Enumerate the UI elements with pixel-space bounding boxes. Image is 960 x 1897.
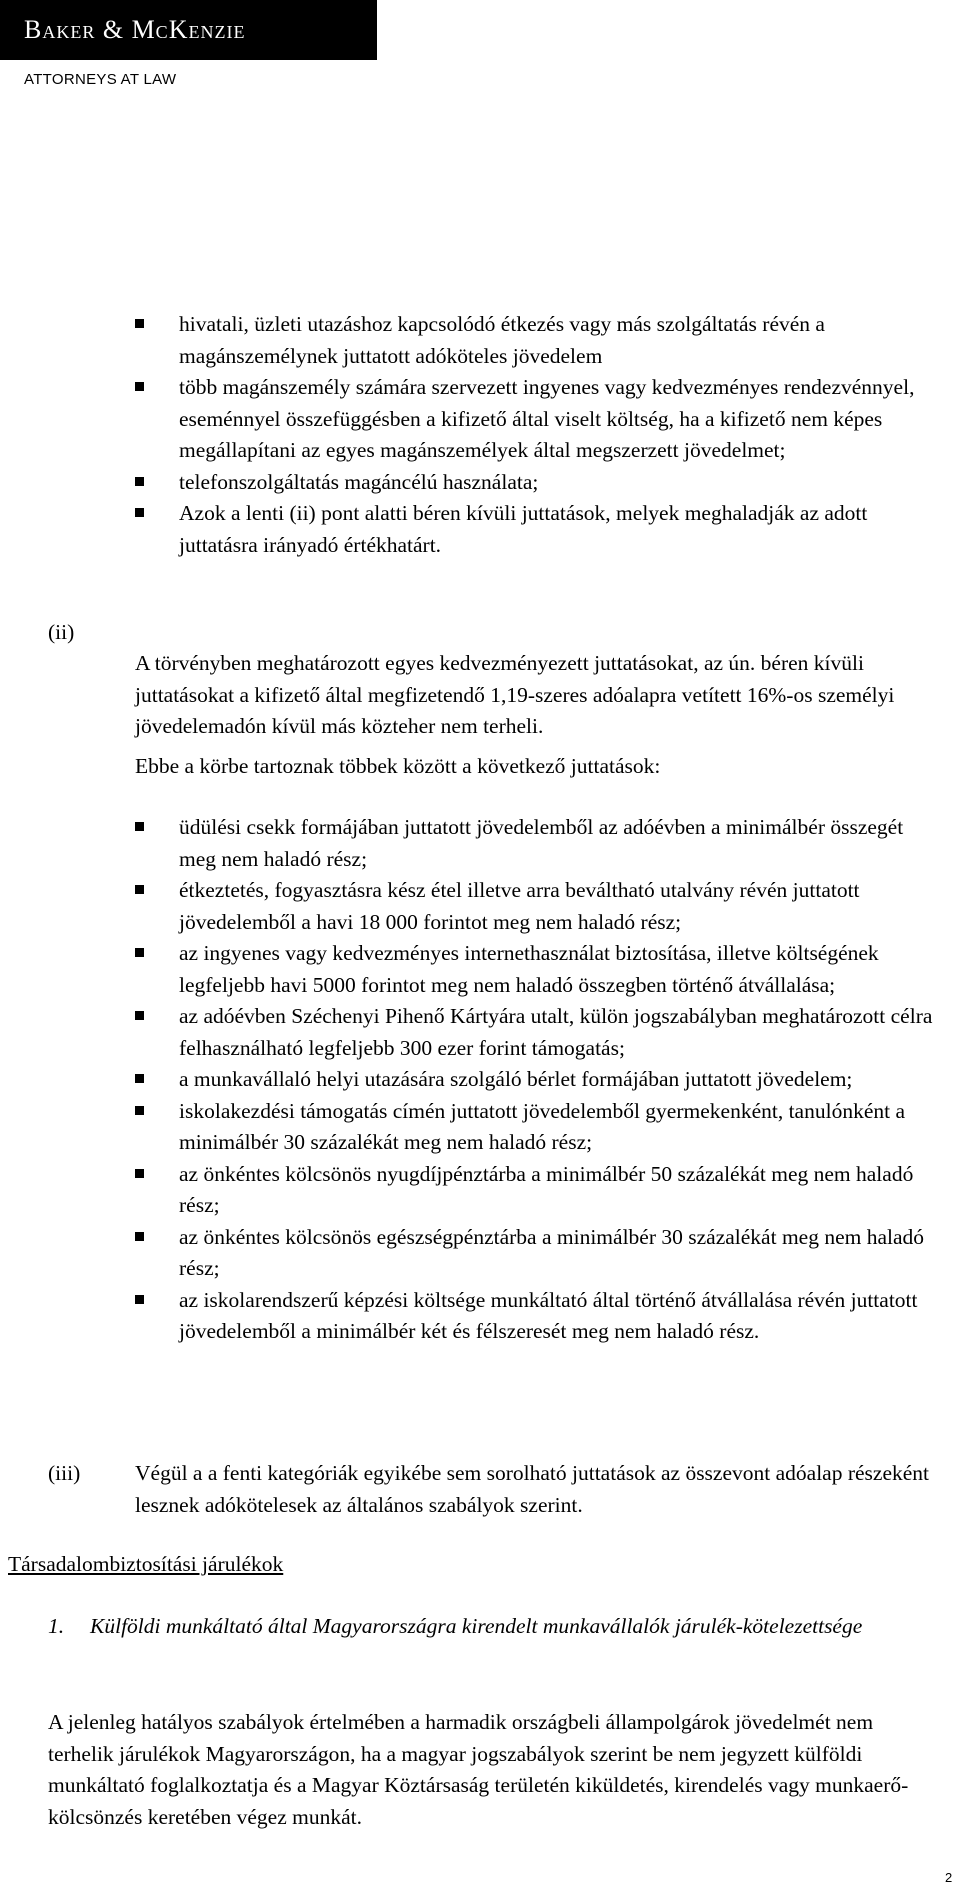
list-item: üdülési csekk formájában juttatott jövedelemből az adóévben a minimálbér összegét meg nem haladó rész;: [135, 812, 935, 875]
square-bullet-icon: [135, 1295, 144, 1304]
list-item: a munkavállaló helyi utazására szolgáló bérlet formájában juttatott jövedelem;: [135, 1064, 935, 1096]
subsection-number: 1.: [48, 1614, 65, 1638]
list-item: hivatali, üzleti utazáshoz kapcsolódó étkezés vagy más szolgáltatás révén a magánszemélynek juttatott adóköteles jövedelem: [135, 309, 935, 372]
section-heading: Társadalombiztosítási járulékok: [8, 1552, 284, 1576]
square-bullet-icon: [135, 948, 144, 957]
item-ii-text: A törvényben meghatározott egyes kedvezményezett juttatásokat, az ún. béren kívüli juttatásokat a kifizető által megfizetendő 1,19-szeres adóalapra vetített 16%-os személyi jövedelemadón kívül más közteher nem terheli.: [135, 651, 895, 738]
list-item: az önkéntes kölcsönös egészségpénztárba a minimálbér 30 százalékát meg nem haladó rész;: [135, 1222, 935, 1285]
bullet-list-benefits: [135, 812, 935, 1348]
list-item: az önkéntes kölcsönös nyugdíjpénztárba a minimálbér 50 százalékát meg nem haladó rész;: [135, 1159, 935, 1222]
list-item: étkeztetés, fogyasztásra kész étel illetve arra beváltható utalvány révén juttatott jövedelemből a havi 18 000 forintot meg nem haladó rész;: [135, 875, 935, 938]
list-item: Azok a lenti (ii) pont alatti béren kívüli juttatások, melyek meghaladják az adott juttatásra irányadó értékhatárt.: [135, 498, 935, 561]
list-item: telefonszolgáltatás magáncélú használata;: [135, 467, 935, 499]
square-bullet-icon: [135, 1106, 144, 1115]
subsection-title-text: Külföldi munkáltató által Magyarországra kirendelt munkavállalók járulék-kötelezettsége: [90, 1614, 863, 1638]
square-bullet-icon: [135, 1011, 144, 1020]
list-item: az iskolarendszerű képzési költsége munkáltató által történő átvállalása révén juttatott jövedelemből a minimálbér két és félszeresét meg nem haladó rész.: [135, 1285, 935, 1348]
item-label-ii: (ii): [48, 620, 75, 644]
firm-logo: [0, 0, 377, 60]
item-iii-text: Végül a a fenti kategóriák egyikébe sem sorolható juttatások az összevont adóalap részeként lesznek adókötelesek az általános szabályok szerint.: [135, 1461, 930, 1517]
page-number: 2: [945, 1870, 953, 1885]
list-item: az adóévben Széchenyi Pihenő Kártyára utalt, külön jogszabályban meghatározott célra felhasználható legfeljebb 300 ezer forint támogatás;: [135, 1001, 935, 1064]
list-item: iskolakezdési támogatás címén juttatott jövedelemből gyermekenként, tanulónként a minimálbér 30 százalékát meg nem haladó rész;: [135, 1096, 935, 1159]
bullet-list-taxable-income: [135, 309, 935, 561]
section-paragraph: A jelenleg hatályos szabályok értelmében a harmadik országbeli állampolgárok jövedelmét nem terhelik járulékok Magyarországon, ha a magyar jogszabályok szerint be nem jegyzett külföldi munkáltató foglalkoztatja és a Magyar Köztársaság területén kiküldetés, kirendelés vagy munkaerő-kölcsönzés keretében végez munkát.: [48, 1710, 909, 1829]
item-label-iii: (iii): [48, 1461, 81, 1485]
list-item: az ingyenes vagy kedvezményes internethasználat biztosítása, illetve költségének legfeljebb havi 5000 forintot meg nem haladó összegben történő átvállalása;: [135, 938, 935, 1001]
square-bullet-icon: [135, 822, 144, 831]
firm-tagline: ATTORNEYS AT LAW: [24, 71, 177, 88]
square-bullet-icon: [135, 382, 144, 391]
square-bullet-icon: [135, 477, 144, 486]
square-bullet-icon: [135, 1169, 144, 1178]
square-bullet-icon: [135, 1074, 144, 1083]
square-bullet-icon: [135, 1232, 144, 1241]
square-bullet-icon: [135, 508, 144, 517]
subsection-title: [48, 1611, 928, 1643]
logo-text: Baker & McKenzie: [24, 15, 246, 44]
square-bullet-icon: [135, 319, 144, 328]
item-ii-intro: Ebbe a körbe tartoznak többek között a következő juttatások:: [135, 754, 661, 778]
square-bullet-icon: [135, 885, 144, 894]
list-item: több magánszemély számára szervezett ingyenes vagy kedvezményes rendezvénnyel, eseménnyel összefüggésben a kifizető által viselt költség, ha a kifizető nem képes megállapítani az egyes magánszemélyek által megszerzett jövedelmet;: [135, 372, 935, 467]
